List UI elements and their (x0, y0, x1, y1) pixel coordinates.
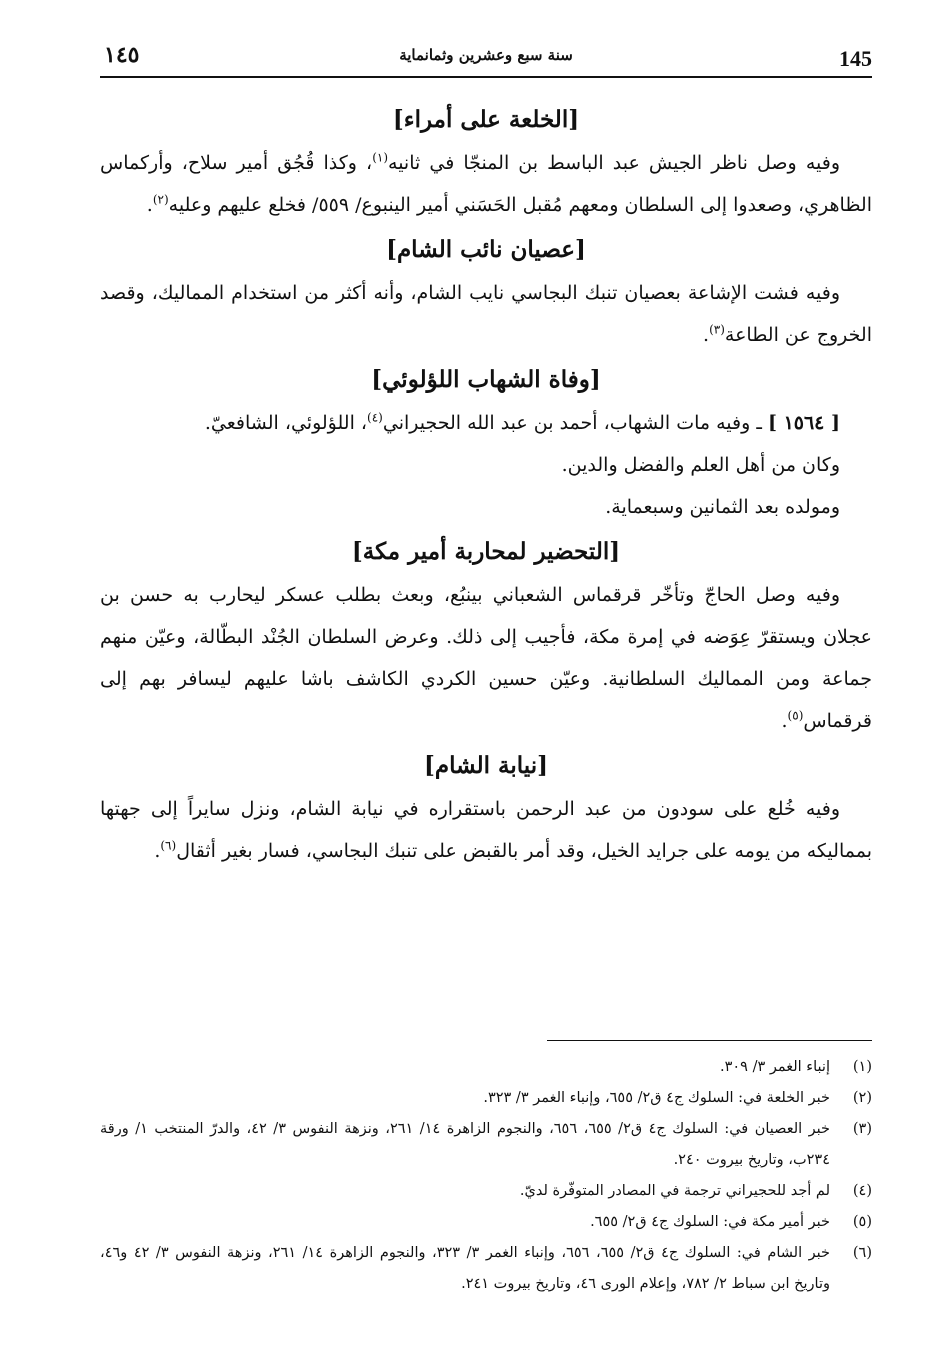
entry-number: [ ١٥٦٤ ] (767, 412, 840, 434)
footnote-ref[interactable]: (٥) (787, 708, 804, 723)
main-text (100, 96, 872, 872)
footnote-text: إنباء الغمر ٣/ ٣٠٩. (719, 1059, 830, 1075)
paragraph-text: ، اللؤلوئي، الشافعيّ. (204, 412, 368, 434)
paragraph: وكان من أهل العلم والفضل والدين. (561, 454, 840, 476)
footnote-ref[interactable]: (٦) (160, 838, 177, 853)
paragraph: ومولده بعد الثمانين وسبعماية. (605, 496, 840, 518)
page-number-latin: 145 (839, 46, 872, 71)
footnote-text: خبر أمير مكة في: السلوك ج٤ ق٢/ ٦٥٥. (590, 1214, 830, 1230)
footnote-number: (٤) (852, 1183, 872, 1199)
footnote-text: لم أجد للحجيراني ترجمة في المصادر المتوفّرة لديّ. (519, 1183, 830, 1199)
footnotes (100, 1052, 872, 1300)
footnote-text: خبر الخلعة في: السلوك ج٤ ق٢/ ٦٥٥، وإنباء الغمر ٣/ ٣٢٣. (483, 1090, 830, 1106)
footnote (100, 1083, 872, 1114)
footnote-ref[interactable]: (٢) (152, 192, 169, 207)
footnote-ref[interactable]: (٣) (709, 322, 725, 337)
section-heading: [نيابة الشام] (423, 752, 549, 779)
footnote (100, 1114, 872, 1176)
footnote-text: خبر العصيان في: السلوك ج٤ ق٢/ ٦٥٥، ٦٥٦، والنجوم الزاهرة ١٤/ ٢٦١، ونزهة النفوس ٣/ ٤٢، والدرّ المنتخب ١/ ورقة ٢٣٤ب، وتاريخ بيروت ٢٤٠. (100, 1121, 830, 1168)
footnote-number: (٣) (852, 1121, 872, 1137)
footnote-text: خبر الشام في: السلوك ج٤ ق٢/ ٦٥٥، ٦٥٦، وإنباء الغمر ٣/ ٣٢٣، والنجوم الزاهرة ١٤/ ٢٦١، ونزهة النفوس ٣/ ٤٢ و٤٦، وتاريخ ابن سباط ٢/ ٧٨٢، وإعلام الورى ٤٦، وتاريخ بيروت ٢٤١. (100, 1245, 830, 1292)
paragraph (100, 788, 872, 872)
paragraph-text: . (146, 194, 153, 216)
paragraph-text: وفيه خُلع على سودون من عبد الرحمن باستقراره في نيابة الشام، ونزل سايراً إلى جهتها بمماليكه من يومه على جرايد الخيل، وقد أمر بالقبض على تنبك البجاسي، فسار بغير أثقال (100, 798, 872, 862)
footnote (100, 1238, 872, 1300)
paragraph (100, 272, 872, 356)
paragraph (100, 402, 872, 444)
paragraph-text: ، وكذا قُجُق أمير سلاح، وأركماس الظاهري، وصعدوا إلى السلطان ومعهم مُقبل الحَسَني أمير الينبوع/ ٥٥٩/ فخلع عليهم وعليه (100, 152, 872, 216)
footnote-ref[interactable]: (٤) (367, 410, 383, 425)
footnote (100, 1052, 872, 1083)
section-heading: [وفاة الشهاب اللؤلوئي] (371, 366, 601, 393)
running-header (100, 30, 872, 78)
footnote-number: (٢) (852, 1090, 872, 1106)
footnote-number: (٥) (852, 1214, 872, 1230)
paragraph (100, 142, 872, 226)
paragraph-text: وفيه فشت الإشاعة بعصيان تنبك البجاسي نايب الشام، وأنه أكثر من استخدام المماليك، وقصد الخروج عن الطاعة (100, 282, 872, 346)
paragraph-text: . (154, 840, 161, 862)
paragraph-text: . (781, 710, 788, 732)
section-heading: [عصيان نائب الشام] (386, 236, 586, 263)
footnote-number: (٦) (852, 1245, 872, 1261)
page-number-arabic: ١٤٥ (104, 42, 140, 68)
footnote-ref[interactable]: (١) (372, 150, 389, 165)
paragraph-text: ـ وفيه مات الشهاب، أحمد بن عبد الله الحجيراني (382, 412, 762, 434)
footnote-separator (547, 1040, 872, 1041)
paragraph-text: . (703, 324, 710, 346)
footnote-number: (١) (852, 1059, 872, 1075)
section-heading: [التحضير لمحاربة أمير مكة] (351, 538, 621, 565)
footnote (100, 1176, 872, 1207)
section-heading: [الخلعة على أمراء] (392, 106, 580, 133)
paragraph (100, 574, 872, 742)
book-page (100, 30, 872, 1340)
footnote (100, 1207, 872, 1238)
running-title: سنة سبع وعشرين وثمانماية (399, 46, 573, 64)
paragraph-text: وفيه وصل ناظر الجيش عبد الباسط بن المنجّا في ثانيه (388, 152, 840, 174)
paragraph-text: وفيه وصل الحاجّ وتأخّر قرقماس الشعباني بينبُع، وبعث بطلب عسكر ليحارب به حسن بن عجلان ويستقرّ عِوَضه في إمرة مكة، فأجيب إلى ذلك. وعرض السلطان الجُنْد البطّالة، وعيّن منهم جماعة ومن المماليك السلطانية. وعيّن حسين الكردي الكاشف باشا عليهم ليسافر بهم إلى قرقماس (100, 584, 872, 732)
